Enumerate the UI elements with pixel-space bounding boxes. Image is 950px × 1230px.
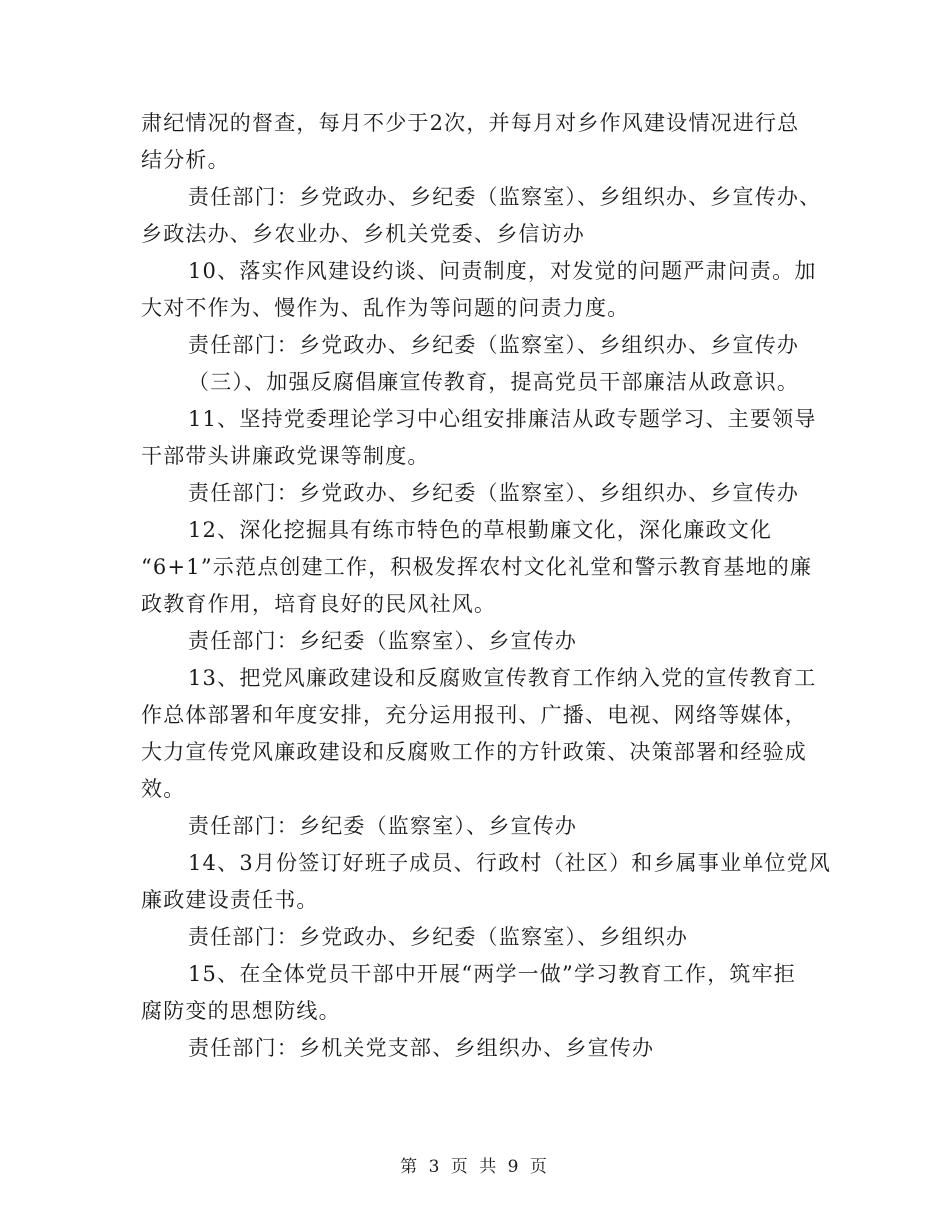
text-line: 责任部门：乡党政办、乡纪委（监察室）、乡组织办、乡宣传办 [188, 481, 800, 505]
text-line: 责任部门：乡党政办、乡纪委（监察室）、乡组织办、乡宣传办 [188, 333, 800, 357]
text-line: 效。 [141, 777, 186, 801]
text-line: 责任部门：乡机关党支部、乡组织办、乡宣传办 [188, 1036, 655, 1060]
text-line: 作总体部署和年度安排，充分运用报刊、广播、电视、网络等媒体， [141, 703, 807, 727]
text-line: 政教育作用，培育良好的民风社风。 [141, 592, 497, 616]
text-line: “6+1”示范点创建工作，积极发挥农村文化礼堂和警示教育基地的廉 [141, 555, 813, 579]
text-line: 13、把党风廉政建设和反腐败宣传教育工作纳入党的宣传教育工 [188, 666, 817, 690]
text-line: 廉政建设责任书。 [141, 888, 319, 912]
text-line: 10、落实作风建设约谈、问责制度，对发觉的问题严肃问责。加 [188, 259, 817, 283]
text-line: 大力宣传党风廉政建设和反腐败工作的方针政策、决策部署和经验成 [141, 740, 807, 764]
text-line: 结分析。 [141, 148, 230, 172]
section-heading: （三）、加强反腐倡廉宣传教育，提高党员干部廉洁从政意识。 [188, 370, 800, 394]
page-number: 第 3 页 共 9 页 [400, 1157, 550, 1177]
text-line: 11、坚持党委理论学习中心组安排廉洁从政专题学习、主要领导 [188, 407, 817, 431]
text-line: 肃纪情况的督查，每月不少于2次，并每月对乡作风建设情况进行总 [141, 111, 800, 135]
text-line: 责任部门：乡党政办、乡纪委（监察室）、乡组织办 [188, 925, 689, 949]
text-line: 干部带头讲廉政党课等制度。 [141, 444, 430, 468]
text-line: 腐防变的思想防线。 [141, 999, 341, 1023]
text-line: 责任部门：乡纪委（监察室）、乡宣传办 [188, 814, 578, 838]
text-line: 责任部门：乡纪委（监察室）、乡宣传办 [188, 629, 578, 653]
text-line: 大对不作为、慢作为、乱作为等问题的问责力度。 [141, 296, 630, 320]
text-line: 乡政法办、乡农业办、乡机关党委、乡信访办 [141, 222, 585, 246]
text-line: 15、在全体党员干部中开展“两学一做”学习教育工作，筑牢拒 [188, 962, 796, 986]
text-line: 责任部门：乡党政办、乡纪委（监察室）、乡组织办、乡宣传办、 [188, 185, 822, 209]
text-line: 14、3月份签订好班子成员、行政村（社区）和乡属事业单位党风 [188, 851, 832, 875]
text-line: 12、深化挖掘具有练市特色的草根勤廉文化，深化廉政文化 [188, 518, 773, 542]
